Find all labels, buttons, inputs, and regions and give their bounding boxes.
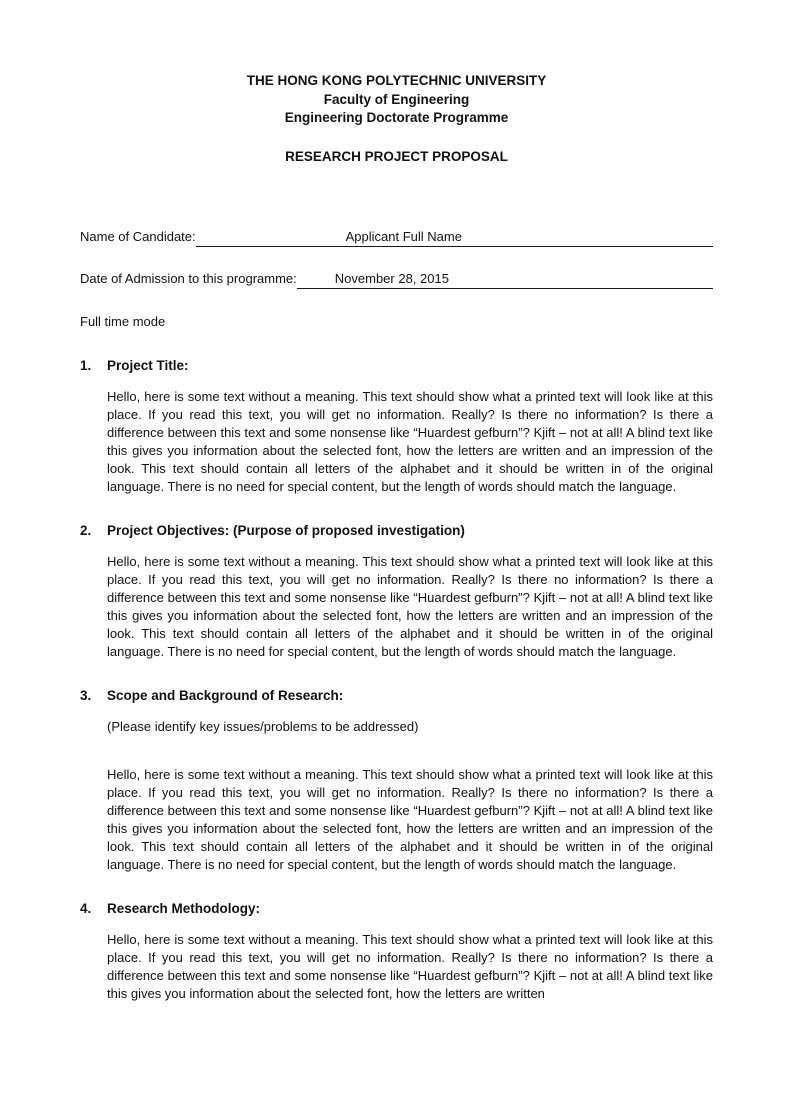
admission-date-value: November 28, 2015 [334, 270, 449, 286]
section-project-objectives [80, 522, 713, 661]
programme-name: Engineering Doctorate Programme [284, 110, 509, 125]
section-body-text: Hello, here is some text without a meaning. This text should show what a printed text will look like at this place. If you read this text, you will get no information. Really? Is there no information? Is there a difference between this text and some nonsense like “Huardest gefburn”? Kjift – not at all! A blind text like this gives you information about the selected font, how the letters are written and an impression of the look. This text should contain all letters of the alphabet and it should be written in of the original language. There is no need for special content, but the length of words should match the language. [107, 388, 713, 494]
study-mode-text: Full time mode [80, 313, 166, 329]
faculty-name: Faculty of Engineering [323, 91, 470, 107]
section-note-text: (Please identify key issues/problems to be addressed) [107, 718, 419, 734]
section-heading [80, 357, 713, 375]
section-scope-background [80, 687, 713, 874]
section-research-methodology [80, 900, 713, 1003]
section-number: 1. [80, 357, 92, 373]
admission-date-row [80, 270, 713, 289]
section-title: Scope and Background of Research: [107, 687, 344, 703]
document-header [80, 72, 713, 128]
section-title: Project Objectives: (Purpose of proposed investigation) [107, 522, 465, 538]
section-project-title [80, 357, 713, 496]
section-body-text: Hello, here is some text without a meaning. This text should show what a printed text will look like at this place. If you read this text, you will get no information. Really? Is there no information? Is there a difference between this text and some nonsense like “Huardest gefburn”? Kjift – not at all! A blind text like this gives you information about the selected font, how the letters are written and an impression of the look. This text should contain all letters of the alphabet and it should be written in of the original language. There is no need for special content, but the length of words should match the language. [107, 553, 713, 659]
admission-date-label: Date of Admission to this programme: [80, 270, 297, 286]
candidate-name-label: Name of Candidate: [80, 228, 196, 244]
section-heading [80, 522, 713, 540]
candidate-name-row [80, 228, 713, 247]
section-heading [80, 900, 713, 918]
university-name: THE HONG KONG POLYTECHNIC UNIVERSITY [246, 73, 547, 88]
admission-date-underline [297, 270, 713, 289]
document-title: RESEARCH PROJECT PROPOSAL [285, 148, 508, 164]
candidate-name-value: Applicant Full Name [345, 228, 462, 244]
section-title: Project Title: [107, 357, 189, 373]
section-heading [80, 687, 713, 705]
section-title: Research Methodology: [107, 900, 261, 916]
section-number: 4. [80, 900, 92, 916]
section-number: 3. [80, 687, 92, 703]
section-number: 2. [80, 522, 92, 538]
section-body-text: Hello, here is some text without a meaning. This text should show what a printed text will look like at this place. If you read this text, you will get no information. Really? Is there no information? Is there a difference between this text and some nonsense like “Huardest gefburn”? Kjift – not at all! A blind text like this gives you information about the selected font, how the letters are written [107, 931, 713, 1001]
candidate-name-underline [196, 228, 713, 247]
section-body-text: Hello, here is some text without a meaning. This text should show what a printed text will look like at this place. If you read this text, you will get no information. Really? Is there no information? Is there a difference between this text and some nonsense like “Huardest gefburn”? Kjift – not at all! A blind text like this gives you information about the selected font, how the letters are written and an impression of the look. This text should contain all letters of the alphabet and it should be written in of the original language. There is no need for special content, but the length of words should match the language. [107, 766, 713, 872]
